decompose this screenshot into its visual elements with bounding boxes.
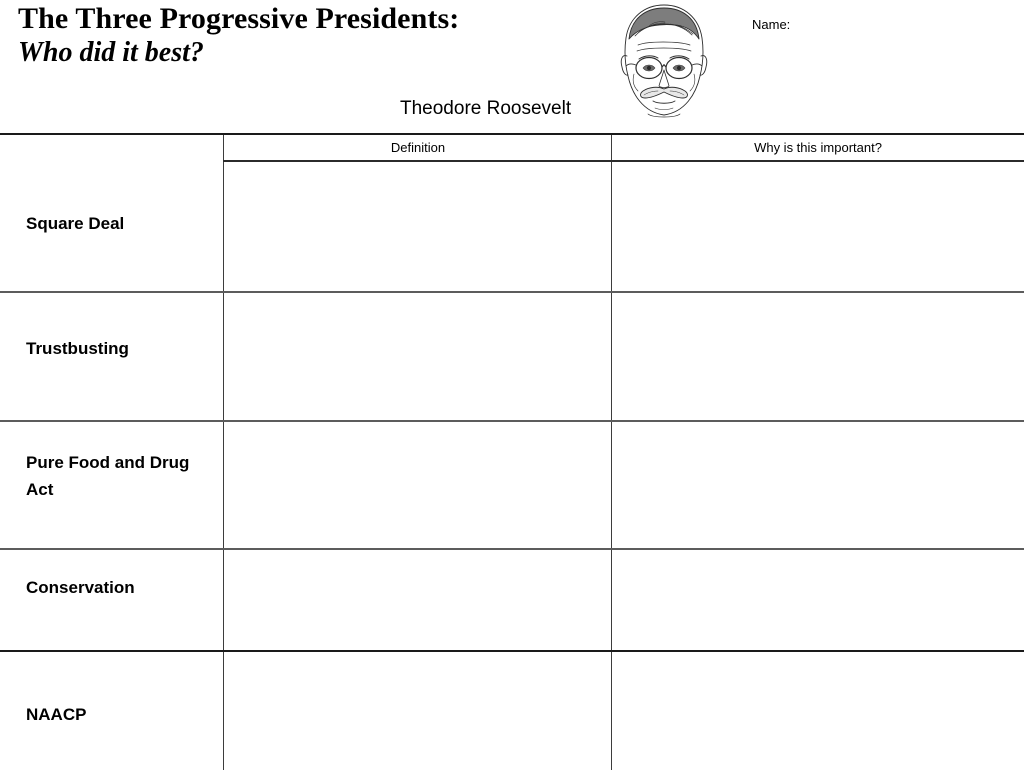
column-header-definition: Definition: [390, 140, 446, 155]
president-subtitle: Theodore Roosevelt: [400, 98, 572, 119]
table-row-label-naacp: NAACP: [26, 705, 87, 724]
page-title: [18, 2, 578, 69]
table-row-label-pure-food-and-drug-act: Pure Food and Drug Act: [26, 453, 190, 499]
answer-cell-definition-naacp[interactable]: [224, 651, 610, 770]
table-row-label-conservation: Conservation: [26, 578, 135, 597]
answer-cell-definition-square-deal[interactable]: [224, 162, 610, 291]
table-row-label-trustbusting: Trustbusting: [26, 339, 129, 358]
student-name-label: Name:: [752, 17, 791, 32]
answer-cell-importance-trustbusting[interactable]: [612, 292, 1024, 420]
answer-cell-definition-trustbusting[interactable]: [224, 292, 610, 420]
answer-cell-importance-pure-food-and-drug-act[interactable]: [612, 421, 1024, 548]
page-header: [0, 0, 1024, 133]
table-row-label-square-deal: Square Deal: [26, 214, 125, 233]
answer-cell-importance-conservation[interactable]: [612, 549, 1024, 650]
answer-cell-definition-pure-food-and-drug-act[interactable]: [224, 421, 610, 548]
worksheet-table: [0, 133, 1024, 768]
answer-cell-definition-conservation[interactable]: [224, 549, 610, 650]
answer-cell-importance-naacp[interactable]: [612, 651, 1024, 770]
title-line-primary: The Three Progressive Presidents:: [18, 2, 460, 35]
answer-cell-importance-square-deal[interactable]: [612, 162, 1024, 291]
table-header-row: [223, 135, 1024, 160]
column-header-importance: Why is this important?: [754, 140, 882, 155]
theodore-roosevelt-portrait-icon: [615, 2, 713, 124]
title-line-secondary: Who did it best?: [18, 37, 204, 68]
